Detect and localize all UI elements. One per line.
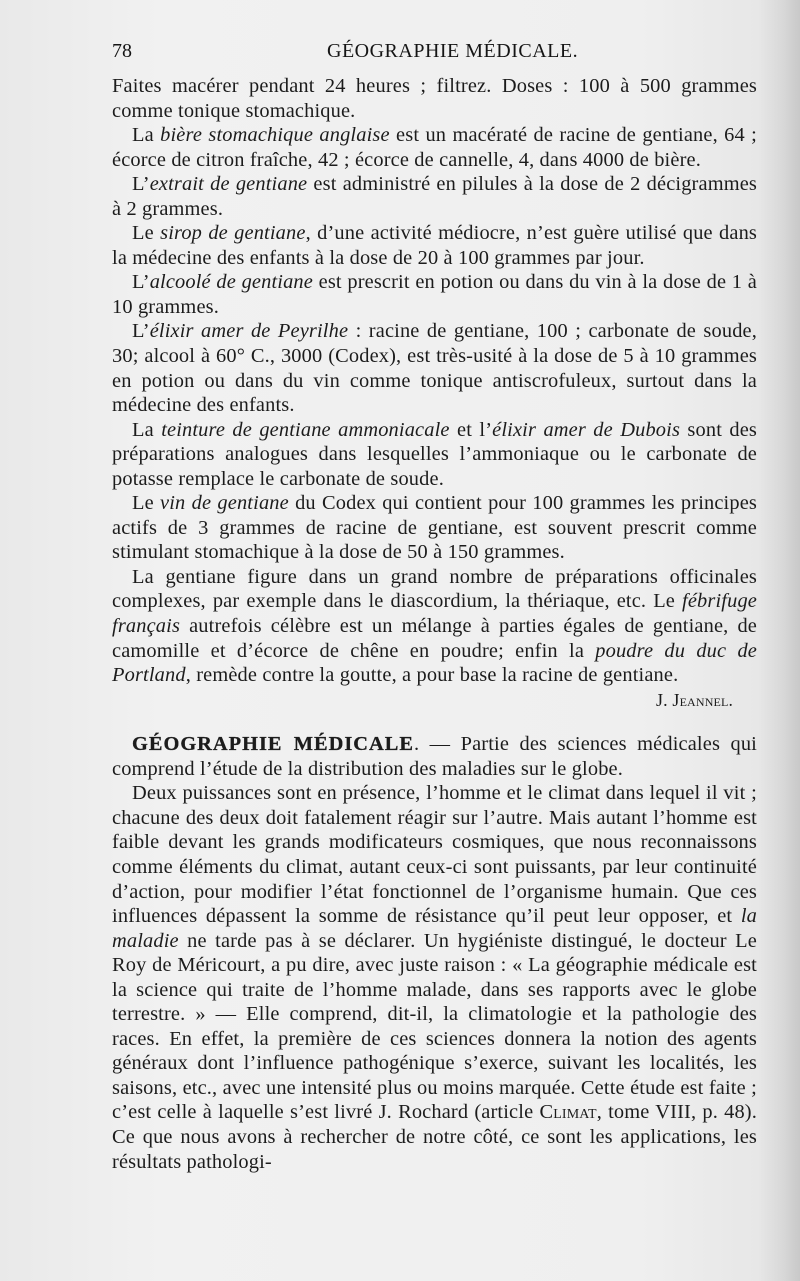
paragraph-text: Deux puissances sont en présence, l’homme et le climat dans lequel il vit ; chacune des deux doit fatalement réagir sur l’autre. Mais autant l’homme est faible devant les grands modificateurs cosmiques, que nous reconnaissons comme éléments du climat, autant ceux-ci sont puissants, par leur continuité d’action, pour modifier l’état fonctionnel de l’organisme humain. Que ces influences dépassent la somme de résistance qu’il peut leur opposer, et [112, 782, 757, 928]
italic-term: teinture de gentiane ammoniacale [161, 418, 450, 441]
smallcaps-reference: Climat [539, 1101, 597, 1124]
page-edge-shadow [758, 0, 800, 1281]
paragraph-vin [112, 491, 757, 565]
paragraph-biere-stomachique [112, 123, 757, 172]
paragraph-text: ne tarde pas à se déclarer. Un hygiéniste distingué, le docteur Le Roy de Méricourt, a pu dire, avec juste raison : « La géographie médicale est la science qui traite de l’homme malade, dans ses rapports avec le globe terrestre. » — Elle comprend, dit-il, la climatologie et la pathologie des races. En effet, la première de ces sciences donnera la notion des agents généraux dont l’influence pathogénique s’exerce, suivant les localités, les saisons, etc., avec une intensité plus ou moins marquée. Cette étude est faite ; c’est celle à laquelle s’est livré J. Rochard (article [112, 929, 757, 1124]
entry-heading-paragraph [112, 732, 757, 781]
paragraph-text: La [132, 418, 162, 441]
paragraph-preparations-officinales [112, 565, 757, 688]
paragraph-text: sont des préparations analogues dans lesquelles l’ammoniaque ou le carbonate de potasse remplace le carbonate de soude. [112, 418, 758, 490]
paragraph-text: L’ [132, 173, 150, 196]
paragraph-text: L’ [132, 320, 150, 343]
paragraph-text: Le [132, 492, 161, 515]
paragraph-text: , tome VIII, p. 48). Ce que nous avons à rechercher de notre côté, ce sont les applications, les résultats pathologi- [112, 1101, 757, 1173]
italic-term: la maladie [112, 905, 757, 952]
paragraph-text: autrefois célèbre est un mélange à parties égales de gentiane, de camomille et d’écorce de chêne en poudre; enfin la [112, 615, 757, 662]
italic-term: élixir amer de Dubois [492, 418, 681, 441]
paragraph-text: Le [132, 222, 161, 245]
paragraph-text: est prescrit en potion ou dans du vin à la dose de 1 à 10 grammes. [112, 271, 757, 318]
paragraph-text: du Codex qui contient pour 100 grammes les principes actifs de 3 grammes de racine de gentiane, est souvent prescrit comme stimulant stomachique à la dose de 50 à 150 grammes. [112, 492, 757, 564]
italic-term: fébrifuge français [112, 590, 757, 638]
page-content [112, 74, 757, 1174]
italic-term: extrait de gentiane [149, 173, 308, 196]
paragraph-text: et l’ [449, 418, 493, 441]
italic-term: vin de gentiane [160, 492, 289, 515]
italic-term: bière stomachique anglaise [160, 124, 390, 147]
page-header [112, 40, 757, 68]
paragraph-extrait [112, 172, 757, 221]
paragraph-deux-puissances [112, 781, 757, 1174]
paragraph-doses [112, 74, 757, 123]
paragraph-elixir-peyrilhe [112, 319, 757, 417]
paragraph-alcoole [112, 270, 757, 319]
paragraph-teinture [112, 418, 757, 492]
italic-term: alcoolé de gentiane [149, 271, 313, 294]
entry-definition: — Partie des sciences médicales qui comprend l’étude de la distribution des maladies sur le globe. [112, 733, 757, 780]
entry-title: GÉOGRAPHIE MÉDICALE [132, 733, 414, 756]
paragraph-text: , remède contre la goutte, a pour base la racine de gentiane. [185, 664, 679, 687]
paragraph-text: La gentiane figure dans un grand nombre de préparations officinales complexes, par exemple dans le diascordium, la thériaque, etc. Le [112, 565, 757, 613]
paragraph-text: L’ [132, 271, 150, 294]
paragraph-text: : racine de gentiane, 100 ; carbonate de soude, 30; alcool à 60° C., 3000 (Codex), est très-usité à la dose de 5 à 10 grammes en potion ou dans du vin comme tonique antiscrofuleux, surtout dans la médecine des enfants. [112, 320, 757, 417]
page-number: 78 [112, 40, 132, 62]
italic-term: poudre du duc de Portland [112, 639, 757, 687]
signature-initial: J. J [655, 689, 680, 710]
italic-term: sirop de gentiane [160, 222, 306, 245]
paragraph-text: , d’une activité médiocre, n’est guère utilisé que dans la médecine des enfants à la dose de 20 à 100 grammes par jour. [112, 222, 758, 269]
italic-term: élixir amer de Peyrilhe [149, 320, 349, 343]
running-title: GÉOGRAPHIE MÉDICALE. [327, 40, 579, 62]
entry-title-punctuation: . [413, 733, 420, 756]
signature-surname: eannel. [679, 689, 733, 710]
paragraph-text: est un macératé de racine de gentiane, 64 ; écorce de citron fraîche, 42 ; écorce de cannelle, 4, dans 4000 de bière. [112, 124, 757, 171]
paragraph-sirop [112, 221, 757, 270]
paragraph-text: La [132, 124, 161, 147]
paragraph-text: Faites macérer pendant 24 heures ; filtrez. Doses : 100 à 500 grammes comme tonique stomachique. [112, 75, 757, 122]
author-signature [112, 688, 757, 713]
paragraph-text: est administré en pilules à la dose de 2 décigrammes à 2 grammes. [112, 173, 757, 220]
